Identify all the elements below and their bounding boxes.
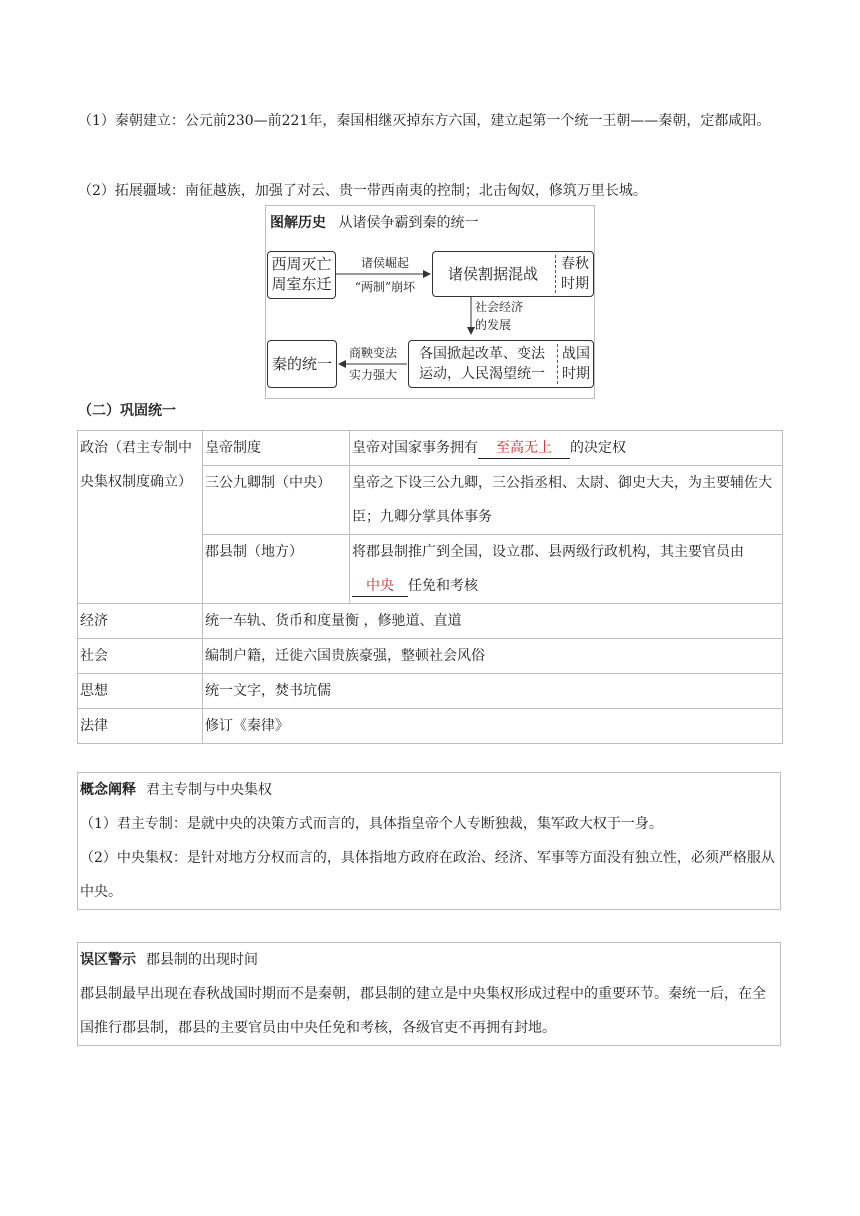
concept-paragraph-2: （2）中央集权：是针对地方分权而言的，具体指地方政府在政治、经济、军事等方面没有独立性，必须严格服从中央。	[80, 850, 775, 900]
box-reforms: 各国掀起改革、变法 运动，人民渴望统一 战国 时期	[408, 340, 594, 388]
concept-paragraph-1: （1）君主专制：是就中央的决策方式而言的，具体指皇帝个人专断独裁，集军政大权于一身。	[80, 816, 663, 832]
label-strength: 实力强大	[348, 368, 397, 382]
table-row	[78, 604, 783, 639]
cell-three-dukes-desc: 皇帝之下设三公九卿，三公指丞相、太尉、御史大夫，为主要辅佐大臣；九卿分掌具体事务	[350, 466, 783, 535]
diagram-title-bold: 图解历史	[270, 215, 326, 231]
cell-emperor-desc: 皇帝对国家事务拥有 至高无上 的决定权	[350, 431, 783, 466]
consolidation-table	[77, 430, 783, 744]
warning-box	[77, 942, 781, 1046]
answer-blank-central: 中央	[352, 576, 408, 597]
box-qin-unification: 秦的统一	[267, 340, 337, 388]
box-zhou-collapse: 西周灭亡 周室东迁	[267, 251, 336, 299]
intro-paragraph-1: （1）秦朝建立：公元前230—前221年，秦国相继灭掉东方六国，建立起第一个统一王朝——秦朝，定都咸阳。	[78, 113, 771, 129]
label-two-systems: “两制”崩坏	[354, 280, 416, 294]
period-spring-autumn: 春秋 时期	[561, 256, 589, 292]
concept-box	[77, 772, 781, 910]
diagram-title-rest: 从诸侯争霸到秦的统一	[338, 215, 479, 231]
answer-blank-supreme: 至高无上	[478, 438, 570, 459]
label-shang-yang: 商鞅变法	[348, 346, 397, 360]
cell-prefecture-system: 郡县制（地方）	[203, 535, 350, 604]
section-heading-consolidation: （二）巩固统一	[78, 403, 176, 419]
cell-thought-label: 思想	[78, 674, 203, 709]
cell-three-dukes: 三公九卿制（中央）	[203, 466, 350, 535]
label-vassals-rise: 诸侯崛起	[360, 256, 409, 270]
table-row	[78, 431, 783, 466]
cell-economy-label: 经济	[78, 604, 203, 639]
concept-title: 概念阐释 君主专制与中央集权	[80, 782, 272, 798]
warning-paragraph: 郡县制最早出现在春秋战国时期而不是秦朝，郡县制的建立是中央集权形成过程中的重要环节。秦统一后，在全国推行郡县制，郡县的主要官员由中央任免和考核，各级官吏不再拥有封地。	[80, 986, 766, 1036]
table-row	[78, 674, 783, 709]
intro-paragraph-2: （2）拓展疆域：南征越族，加强了对云、贵一带西南夷的控制；北击匈奴，修筑万里长城。	[78, 183, 647, 199]
cell-economy-desc: 统一车轨、货币和度量衡 ，修驰道、直道	[203, 604, 783, 639]
cell-emperor-system: 皇帝制度	[203, 431, 350, 466]
cell-society-label: 社会	[78, 639, 203, 674]
cell-prefecture-desc: 将郡县制推广到全国，设立郡、县两级行政机构，其主要官员由中央 任免和考核	[350, 535, 783, 604]
table-row	[78, 639, 783, 674]
table-row	[78, 709, 783, 744]
cell-law-desc: 修订《秦律》	[203, 709, 783, 744]
history-diagram	[265, 205, 595, 399]
cell-law-label: 法律	[78, 709, 203, 744]
label-economy-dev: 社会经济 的发展	[475, 300, 524, 332]
cell-thought-desc: 统一文字，焚书坑儒	[203, 674, 783, 709]
box-warring-vassals: 诸侯割据混战 春秋 时期	[432, 251, 594, 297]
period-warring-states: 战国 时期	[562, 346, 590, 382]
cell-society-desc: 编制户籍，迁徙六国贵族豪强，整顿社会风俗	[203, 639, 783, 674]
warning-title: 误区警示 郡县制的出现时间	[80, 952, 258, 968]
cell-politics-label: 政治（君主专制中央集权制度确立）	[78, 431, 203, 604]
